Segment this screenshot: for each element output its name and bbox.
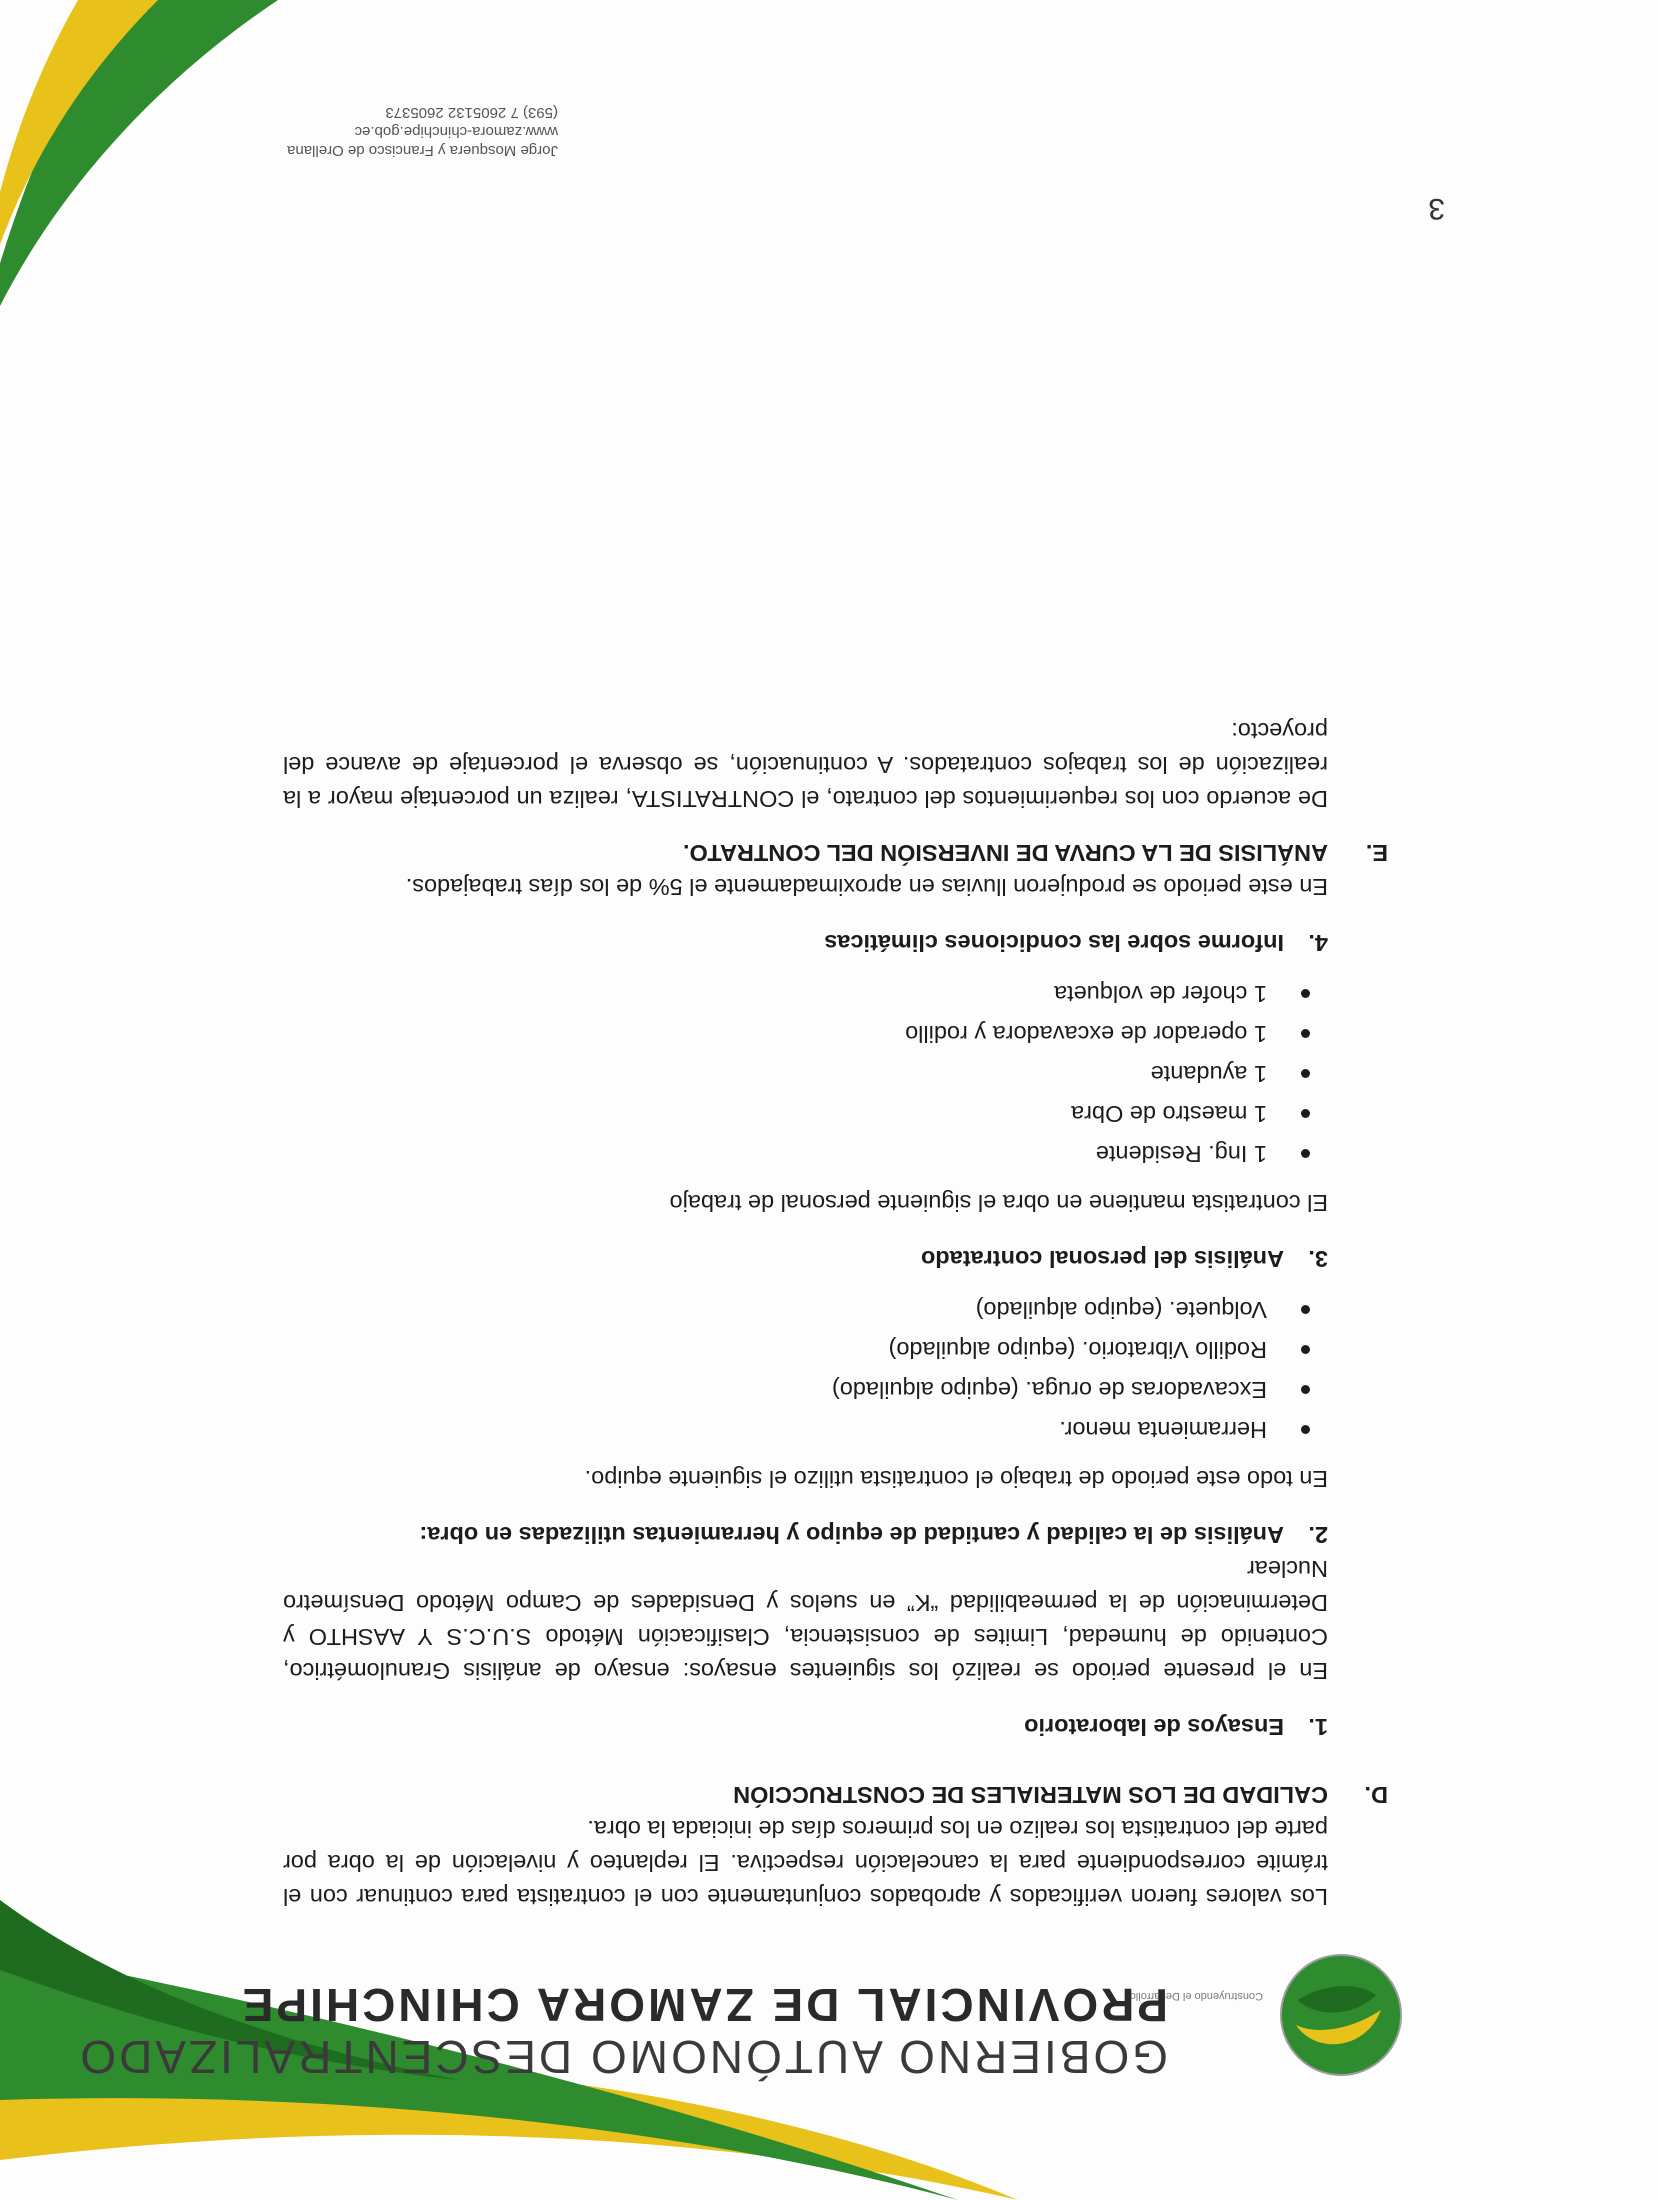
org-name-line2: PROVINCIAL DE ZAMORA CHINCHIPE [239, 1979, 1168, 2031]
list-item: Herramienta menor. [283, 1410, 1310, 1450]
list-item: 1 ayudante [283, 1054, 1310, 1094]
bullet-icon [1301, 1386, 1310, 1395]
subsection-3-heading [283, 1242, 1328, 1276]
subsection-3-title: Análisis del personal contratado [920, 1246, 1284, 1272]
bullet-icon [1301, 1346, 1310, 1355]
list-item: 1 maestro de Obra [283, 1094, 1310, 1134]
footer-website[interactable]: www.zamora-chinchipe.gob.ec [354, 123, 558, 140]
bullet-icon [1301, 1030, 1310, 1039]
subsection-4-text: En este periodo se produjeron lluvias en aproximadamente el 5% de los días trabajados. [405, 874, 1328, 900]
provincial-logo-icon [1276, 1950, 1406, 2080]
subsection-1-heading [283, 1710, 1328, 1744]
subsection-1-title: Ensayos de laboratorio [1024, 1714, 1284, 1740]
subsection-4-number: 4. [1308, 930, 1328, 956]
section-d-letter: D. [1364, 1782, 1388, 1808]
subsection-2-heading [283, 1518, 1328, 1552]
subsection-4-heading [283, 926, 1328, 960]
subsection-1-text: En el presente periodo se realizó los siguientes ensayos: ensayo de análisis Granulométrico, Contenido de humedad, Limites de consistencia, Clasificación Método S.U.C.S Y AASHTO y Determinación de la permeabilidad “K” en suelos y Densidades de Campo Método Densímetro Nuclear [283, 1556, 1328, 1684]
subsection-2-text: En todo este periodo de trabajo el contratista utilizo el siguiente equipo. [584, 1466, 1328, 1492]
section-e-letter: E. [1365, 840, 1388, 866]
logo-tagline: Construyendo el Desarrollo [1129, 1990, 1263, 2002]
page-number: 3 [1428, 192, 1445, 225]
section-e-title: ANÁLISIS DE LA CURVA DE INVERSIÓN DEL CONTRATO. [683, 840, 1328, 866]
bullet-icon [1301, 1150, 1310, 1159]
list-item: 1 chofer de volqueta [283, 974, 1310, 1014]
intro-paragraph: Los valores fueron verificados y aprobados conjuntamente con el contratista para continuar con el trámite correspondiente para la cancelación respectiva. El replanteo y nivelación de la obra por parte del contratista los realizo en los primeros días de iniciada la obra. [283, 1816, 1328, 1910]
section-e-text: De acuerdo con los requerimientos del contrato, el CONTRATISTA, realiza un porcentaje mayor a la realización de los trabajos contratados. A continuación, se observa el porcentaje de avance del proyecto: [283, 718, 1328, 812]
subsection-2-number: 2. [1308, 1522, 1328, 1548]
bullet-icon [1301, 1426, 1310, 1435]
bullet-icon [1301, 990, 1310, 999]
subsection-3-number: 3. [1308, 1246, 1328, 1272]
document-body [283, 714, 1388, 1914]
subsection-4-title: Informe sobre las condiciones climáticas [824, 930, 1284, 956]
org-name-line1: GOBIERNO AUTÓNOMO DESCENTRALIZADO [77, 2031, 1168, 2083]
section-d-title: CALIDAD DE LOS MATERIALES DE CONSTRUCCIÓN [733, 1782, 1328, 1808]
list-item: Volquete. (equipo alquilado) [283, 1290, 1310, 1330]
footer-address: Jorge Mosquera y Francisco de Orellana [287, 142, 558, 159]
footer-phone: (593) 7 2605132 2605373 [385, 104, 558, 121]
list-item: Rodillo Vibratorio. (equipo alquilado) [283, 1330, 1310, 1370]
subsection-1-number: 1. [1308, 1714, 1328, 1740]
section-e-heading [283, 836, 1388, 870]
list-item: Excavadoras de oruga. (equipo alquilado) [283, 1370, 1310, 1410]
personnel-list [283, 974, 1328, 1174]
equipment-list [283, 1290, 1328, 1450]
bullet-icon [1301, 1306, 1310, 1315]
subsection-2-title: Análisis de la calidad y cantidad de equipo y herramientas utilizadas en obra: [419, 1522, 1284, 1548]
list-item: 1 operador de excavadora y rodillo [283, 1014, 1310, 1054]
subsection-3-text: El contratista mantiene en obra el siguiente personal de trabajo [669, 1190, 1328, 1216]
section-d-heading [283, 1778, 1388, 1812]
bullet-icon [1301, 1070, 1310, 1079]
bullet-icon [1301, 1110, 1310, 1119]
list-item: 1 Ing. Residente [283, 1134, 1310, 1174]
footer-contact [287, 103, 558, 160]
